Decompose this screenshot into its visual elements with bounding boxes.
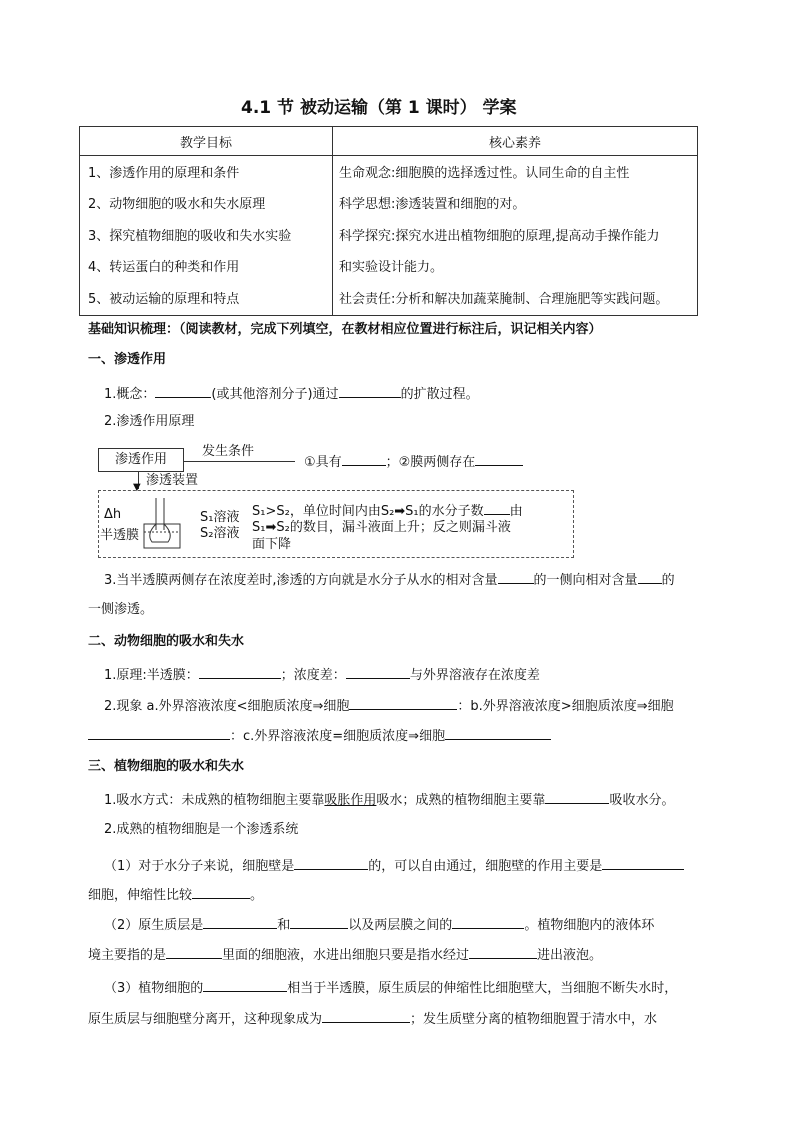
table-header: 教学目标 bbox=[80, 127, 333, 156]
goal-item: 4、转运蛋白的种类和作用 bbox=[88, 260, 240, 276]
diagram-text: 面下降 bbox=[252, 537, 292, 552]
literacy-item: 科学思想:渗透装置和细胞的对。 bbox=[339, 197, 526, 213]
goal-item: 5、被动运输的原理和特点 bbox=[88, 291, 240, 307]
s2-label: S₂溶液 bbox=[200, 526, 240, 541]
paragraph: （2）原生质层是 和 以及两层膜之间的 。植物细胞内的液体环 bbox=[104, 918, 655, 933]
literacy-item: 生命观念:细胞膜的选择透过性。认同生命的自主性 bbox=[339, 166, 630, 181]
paragraph: 1.原理:半透膜： ；浓度差： 与外界溶液存在浓度差 bbox=[104, 668, 540, 683]
osmosis-box: 渗透作用 bbox=[98, 448, 184, 472]
paragraph: 1.吸水方式：未成熟的植物细胞主要靠吸胀作用吸水；成熟的植物细胞主要靠 吸收水分。 bbox=[104, 793, 675, 808]
section-heading: 二、动物细胞的吸水和失水 bbox=[88, 634, 245, 649]
goals-table bbox=[79, 126, 698, 316]
paragraph: 3.当半透膜两侧存在浓度差时,渗透的方向就是水分子从水的相对含量 的一侧向相对含量 的 bbox=[104, 573, 675, 588]
paragraph: 一侧渗透。 bbox=[88, 602, 154, 617]
paragraph: 2.渗透作用原理 bbox=[104, 414, 195, 429]
paragraph: 2.成熟的植物细胞是一个渗透系统 bbox=[104, 822, 299, 837]
paragraph: （3）植物细胞的 相当于半透膜，原生质层的伸缩性比细胞壁大，当细胞不断失水时， bbox=[104, 981, 678, 996]
goal-item: 2、动物细胞的吸水和失水原理 bbox=[88, 197, 266, 213]
paragraph: 原生质层与细胞壁分离开，这种现象成为 ；发生质壁分离的植物细胞置于清水中，水 bbox=[88, 1012, 658, 1027]
section-heading: 三、植物细胞的吸水和失水 bbox=[88, 759, 245, 774]
paragraph: 境主要指的是 里面的细胞液，水进出细胞只要是指水经过 进出液泡。 bbox=[88, 948, 603, 963]
funnel-icon bbox=[142, 494, 198, 550]
condition-text: ①具有 ；②膜两侧存在 bbox=[304, 453, 523, 471]
literacy-item: 社会责任:分析和解决加蔬菜腌制、合理施肥等实践问题。 bbox=[339, 291, 669, 307]
section-heading: 一、渗透作用 bbox=[88, 352, 167, 367]
intro-text: 基础知识梳理：（阅读教材，完成下列填空，在教材相应位置进行标注后，识记相关内容） bbox=[88, 322, 602, 337]
literacy-item: 和实验设计能力。 bbox=[339, 260, 444, 276]
paragraph: （1）对于水分子来说，细胞壁是 的，可以自由通过，细胞壁的作用主要是 bbox=[104, 857, 684, 875]
goal-item: 3、探究植物细胞的吸收和失水实验 bbox=[88, 228, 292, 244]
table-header: 核心素养 bbox=[333, 127, 698, 156]
goal-item: 1、渗透作用的原理和条件 bbox=[88, 166, 240, 181]
device-label: 渗透装置 bbox=[146, 473, 199, 488]
condition-label: 发生条件 bbox=[202, 444, 255, 459]
diagram-text: S₁>S₂，单位时间内由S₂➡S₁的水分子数 由 bbox=[252, 504, 523, 519]
paragraph: ：c.外界溶液浓度=细胞质浓度⇒细胞 bbox=[88, 727, 551, 745]
literacy-item: 科学探究:探究水进出植物细胞的原理,提高动手操作能力 bbox=[339, 228, 660, 244]
arrow-down-icon: ▼ bbox=[133, 482, 141, 493]
diagram-text: S₁➡S₂的数目，漏斗液面上升；反之则漏斗液 bbox=[252, 520, 511, 535]
osmosis-diagram bbox=[98, 444, 578, 559]
paragraph: 2.现象 a.外界溶液浓度<细胞质浓度⇒细胞 ：b.外界溶液浓度>细胞质浓度⇒细胞 bbox=[104, 699, 674, 714]
membrane-label: 半透膜 bbox=[100, 528, 140, 543]
paragraph: 细胞，伸缩性比较 。 bbox=[88, 888, 264, 903]
delta-h-label: Δh bbox=[104, 507, 122, 522]
page-title: 4.1 节 被动运输（第 1 课时） 学案 bbox=[241, 98, 517, 118]
s1-label: S₁溶液 bbox=[200, 510, 240, 525]
paragraph: 1.概念： (或其他溶剂分子)通过 的扩散过程。 bbox=[104, 387, 479, 402]
